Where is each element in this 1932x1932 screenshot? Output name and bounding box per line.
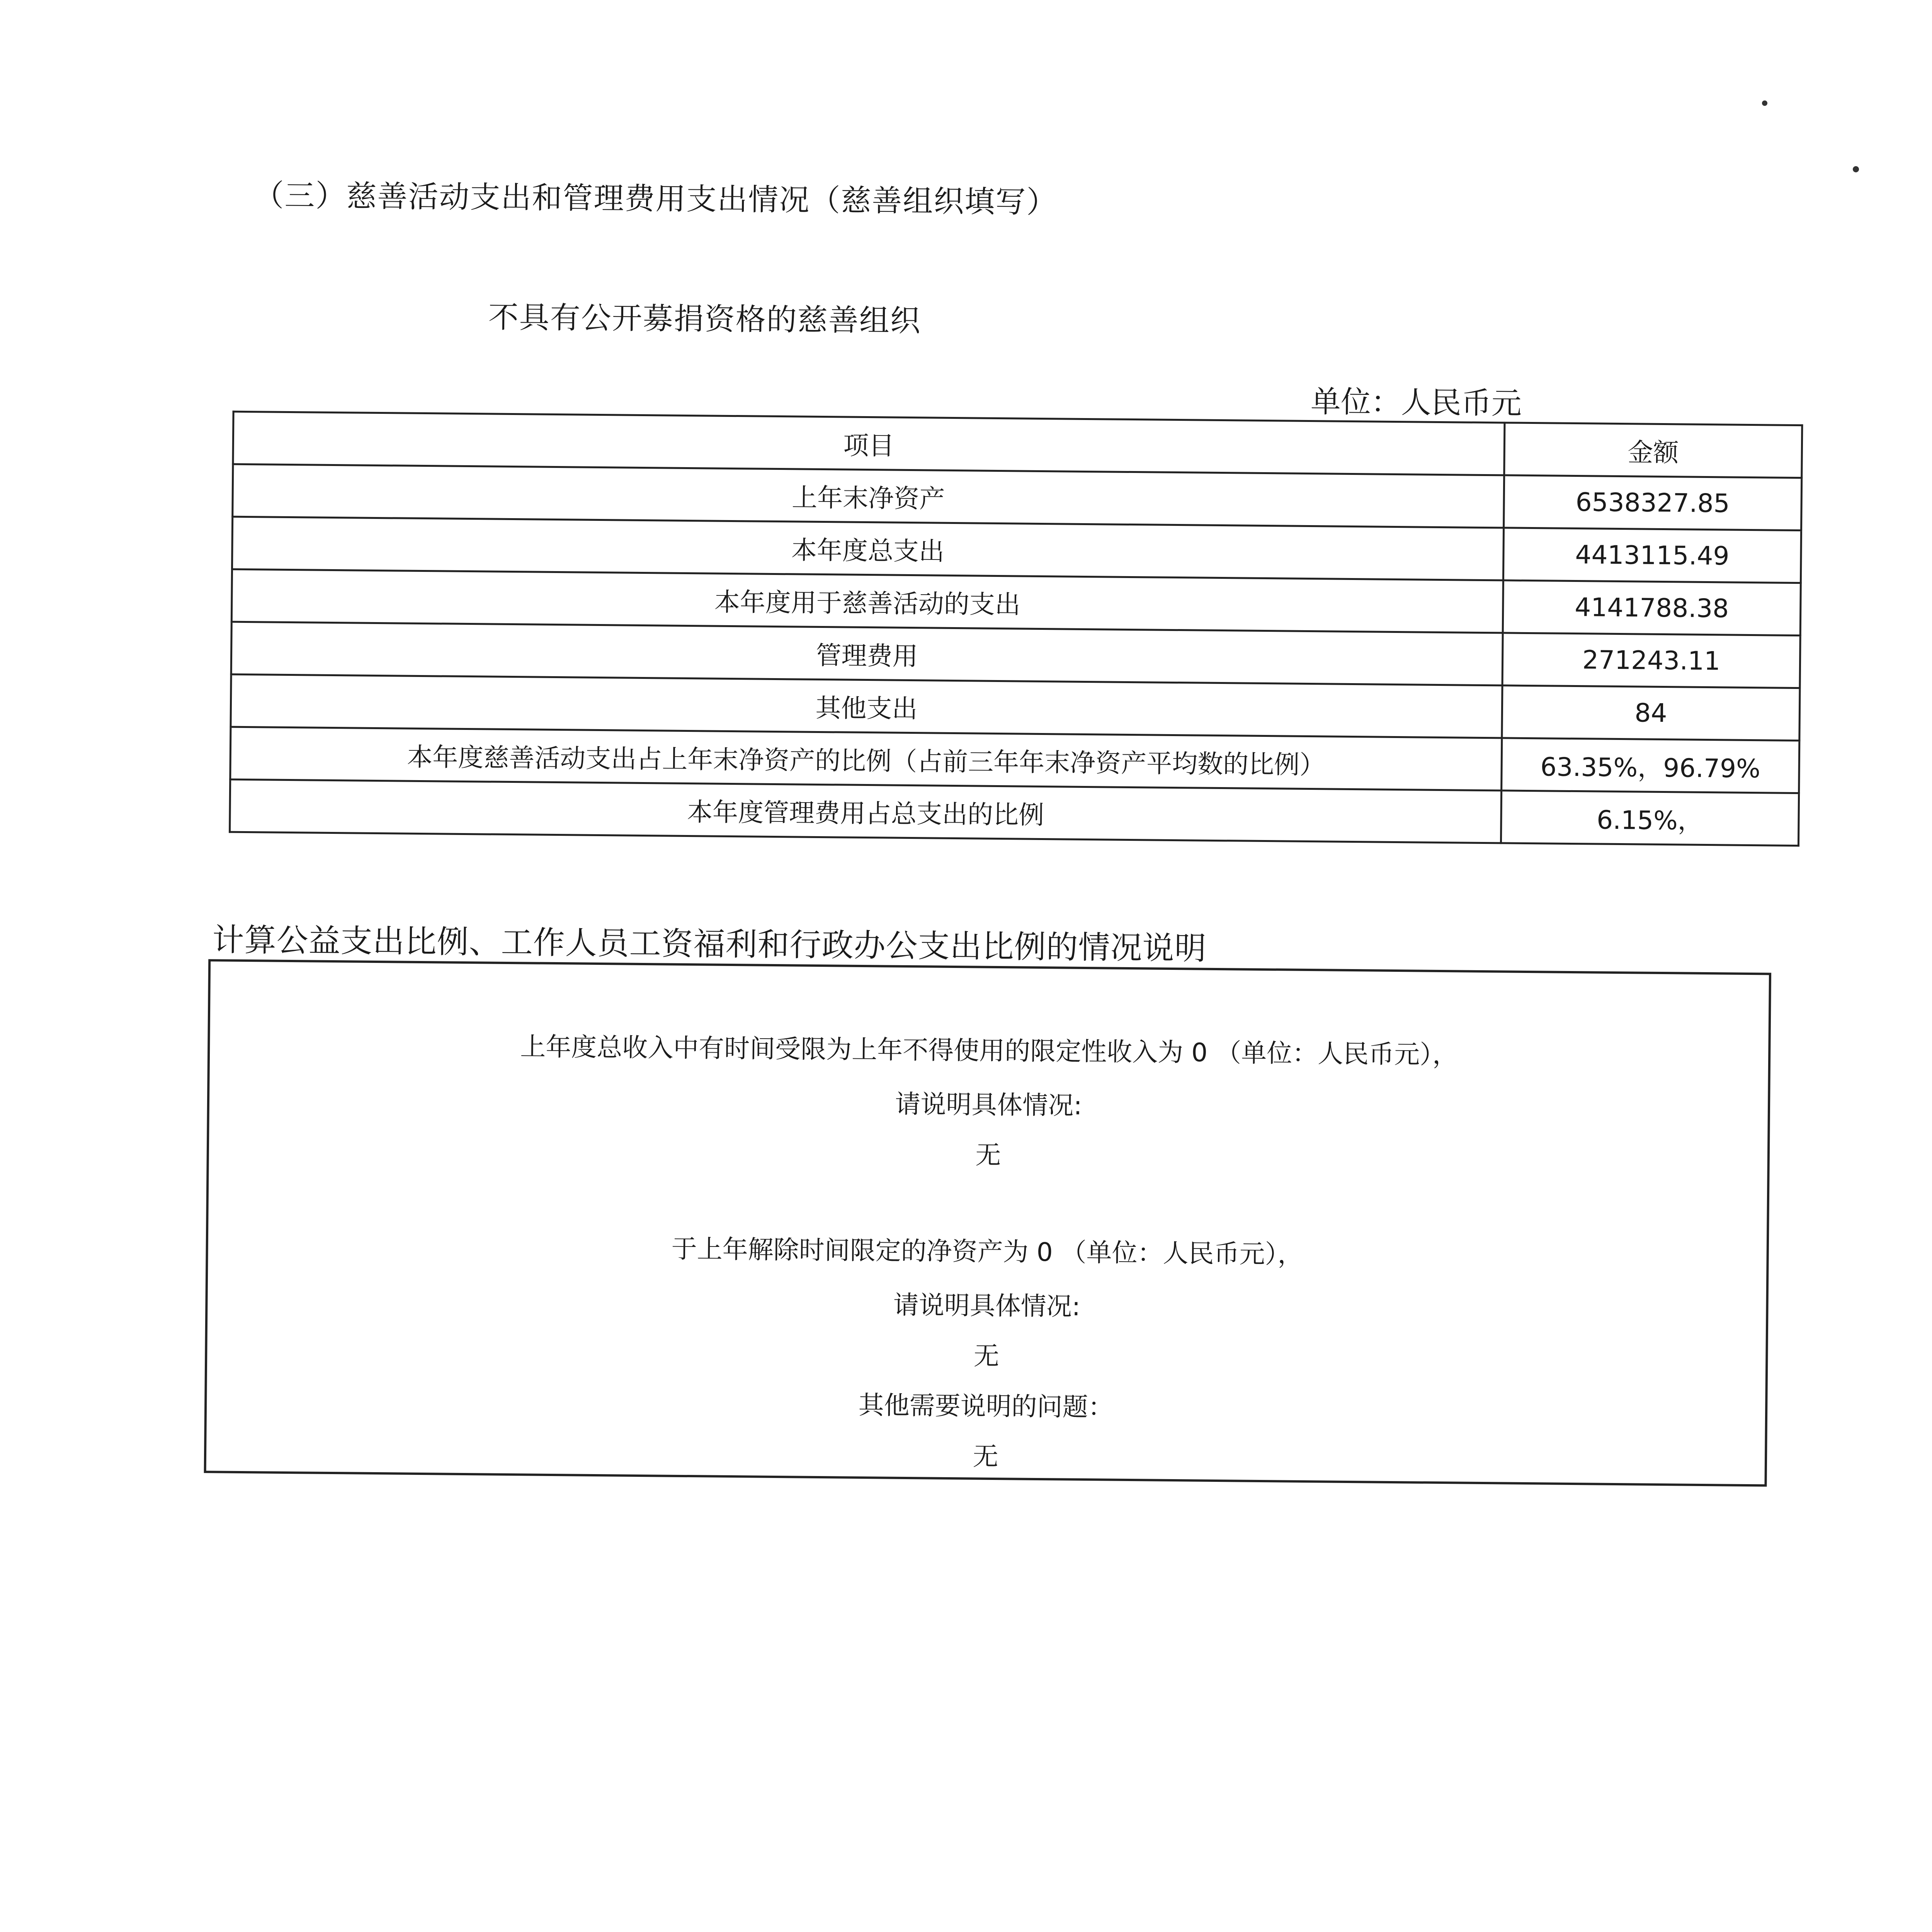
header-item: 项目	[233, 412, 1505, 475]
row-label: 管理费用	[231, 622, 1503, 685]
expenditure-table	[229, 411, 1803, 847]
row-label: 本年度慈善活动支出占上年末净资产的比例（占前三年年末净资产平均数的比例）	[230, 727, 1502, 791]
restricted-income-line: 上年度总收入中有时间受限为上年不得使用的限定性收入为 0 （单位：人民币元），	[520, 1032, 1458, 1070]
row-label: 本年度总支出	[232, 517, 1504, 580]
explanation-box	[204, 959, 1771, 1486]
other-issues-prompt: 其他需要说明的问题：	[858, 1390, 1114, 1422]
explain-answer: 无	[973, 1441, 998, 1472]
row-label: 其他支出	[231, 674, 1502, 738]
header-amount: 金额	[1504, 423, 1802, 478]
section-title: （三）慈善活动支出和管理费用支出情况（慈善组织填写）	[253, 178, 1058, 220]
row-label: 本年度用于慈善活动的支出	[231, 569, 1503, 633]
row-value: 63.35%，96.79%	[1502, 738, 1799, 793]
explain-prompt: 请说明具体情况:	[893, 1290, 1081, 1321]
row-value: 84	[1502, 685, 1800, 741]
organization-type-subtitle: 不具有公开募捐资格的慈善组织	[488, 300, 922, 339]
explain-prompt: 请说明具体情况:	[895, 1089, 1082, 1121]
released-net-assets-line: 于上年解除时间限定的净资产为 0 （单位：人民币元），	[671, 1234, 1303, 1269]
row-value: 4413115.49	[1503, 528, 1801, 583]
explain-answer: 无	[973, 1341, 1000, 1371]
row-value: 6.15%，	[1501, 791, 1799, 846]
scan-speck	[1762, 100, 1767, 106]
row-value: 271243.11	[1502, 633, 1800, 688]
row-label: 上年末净资产	[233, 464, 1504, 528]
explanation-title: 计算公益支出比例、工作人员工资福利和行政办公支出比例的情况说明	[212, 922, 1207, 967]
scan-speck	[1853, 166, 1859, 172]
row-value: 6538327.85	[1504, 475, 1802, 531]
currency-unit-label: 单位：人民币元	[1310, 384, 1522, 421]
explain-answer: 无	[975, 1140, 1001, 1170]
row-value: 4141788.38	[1503, 580, 1801, 636]
row-label: 本年度管理费用占总支出的比例	[230, 779, 1502, 843]
